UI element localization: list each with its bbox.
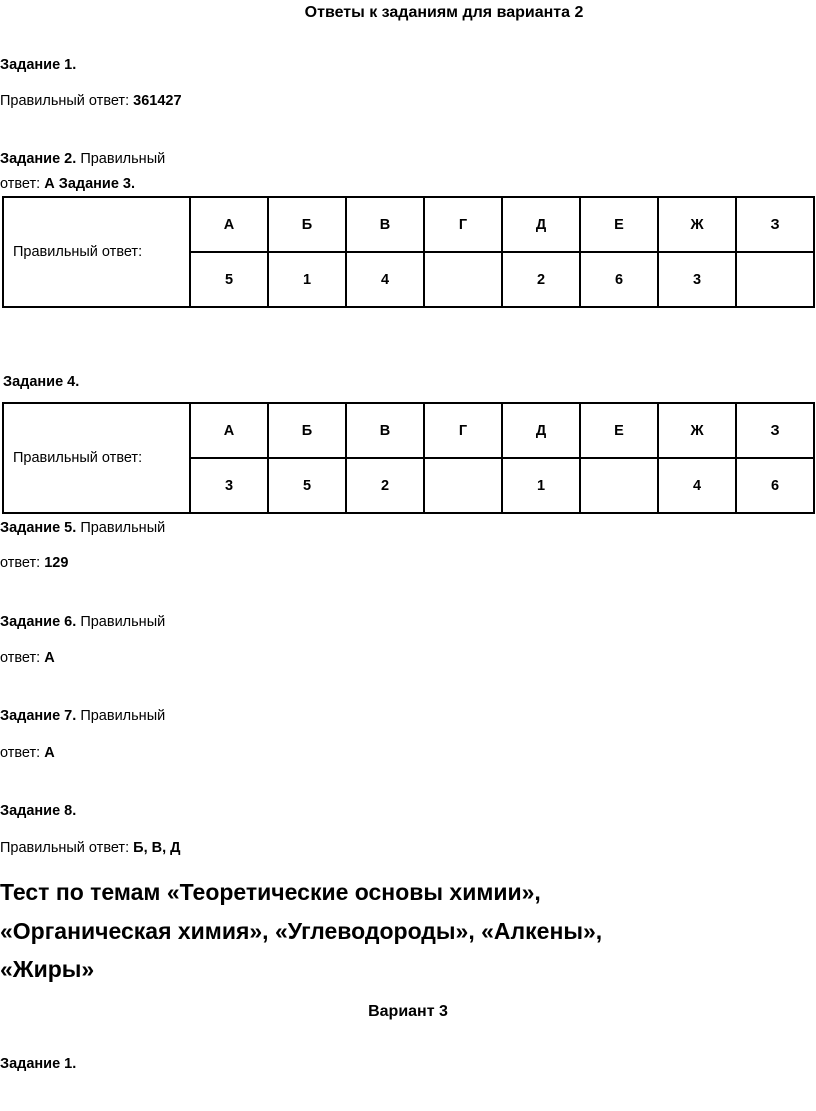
table-value-cell: 2 <box>502 252 580 307</box>
table-value-cell: 3 <box>190 458 268 513</box>
task6-line2 <box>0 650 55 666</box>
task1-answer <box>0 93 182 109</box>
table-row <box>3 197 814 252</box>
task1-label <box>0 57 76 73</box>
task2-line2 <box>0 176 135 192</box>
task4-table-label: Правильный ответ: <box>3 403 190 513</box>
task2-label: Задание 2. <box>0 151 77 167</box>
table-value-cell: 4 <box>346 252 424 307</box>
task7-answer-value: А <box>44 745 55 761</box>
table-value-cell: 2 <box>346 458 424 513</box>
table-header-cell: Г <box>424 403 502 458</box>
table-value-cell <box>424 458 502 513</box>
task8-answer-value: Б, В, Д <box>133 840 181 856</box>
task8-label-text: Задание 8. <box>0 803 77 819</box>
task5-label: Задание 5. <box>0 520 77 536</box>
table-value-cell: 5 <box>268 458 346 513</box>
task5-answer-word2: ответ: <box>0 555 41 571</box>
task6-label: Задание 6. <box>0 614 77 630</box>
task4-label-text: Задание 4. <box>3 374 80 390</box>
table-value-cell: 6 <box>736 458 814 513</box>
table-header-cell: Б <box>268 197 346 252</box>
table-header-cell: Е <box>580 197 658 252</box>
table-header-cell: В <box>346 403 424 458</box>
table-value-cell: 3 <box>658 252 736 307</box>
task6-answer-word1: Правильный <box>80 614 166 630</box>
table-header-cell: В <box>346 197 424 252</box>
task7-line1 <box>0 708 165 724</box>
task8-answer-prefix: Правильный ответ: <box>0 840 130 856</box>
test-heading-line3: «Жиры» <box>0 956 95 982</box>
task5-line1 <box>0 520 165 536</box>
task8-answer <box>0 840 180 856</box>
task2-line1 <box>0 151 165 167</box>
task5-answer-word1: Правильный <box>80 520 166 536</box>
table-header-cell: Е <box>580 403 658 458</box>
table-value-cell: 1 <box>502 458 580 513</box>
table-value-cell: 4 <box>658 458 736 513</box>
task7-label: Задание 7. <box>0 708 77 724</box>
table-header-cell: Д <box>502 197 580 252</box>
variant-heading: Вариант 3 <box>368 1003 448 1020</box>
table-header-cell: А <box>190 403 268 458</box>
task8-label <box>0 803 76 819</box>
table-header-cell: Б <box>268 403 346 458</box>
task3-label: Задание 3. <box>58 176 136 192</box>
table-header-cell: Ж <box>658 197 736 252</box>
table-value-cell: 5 <box>190 252 268 307</box>
table-header-cell: З <box>736 197 814 252</box>
page-title: Ответы к заданиям для варианта 2 <box>304 4 584 21</box>
task5-line2 <box>0 555 68 571</box>
table-value-cell: 6 <box>580 252 658 307</box>
table-value-cell: 1 <box>268 252 346 307</box>
task3-table <box>2 196 815 308</box>
table-header-cell: Д <box>502 403 580 458</box>
task2-answer-value: А <box>44 176 55 192</box>
task2-answer-word2: ответ: <box>0 176 41 192</box>
table-value-cell <box>580 458 658 513</box>
task3-table-label: Правильный ответ: <box>3 197 190 307</box>
task4-label <box>3 374 79 390</box>
task2-answer-word1: Правильный <box>80 151 166 167</box>
table-header-cell: З <box>736 403 814 458</box>
task5-answer-value: 129 <box>44 555 69 571</box>
next-task-label <box>0 1056 76 1072</box>
task1-answer-value: 361427 <box>133 93 182 109</box>
task1-label-text: Задание 1. <box>0 57 77 73</box>
task6-answer-word2: ответ: <box>0 650 41 666</box>
table-header-cell: Г <box>424 197 502 252</box>
next-task-label-text: Задание 1. <box>0 1056 77 1072</box>
table-header-cell: Ж <box>658 403 736 458</box>
table-value-cell <box>424 252 502 307</box>
task6-answer-value: А <box>44 650 55 666</box>
test-heading-line1: Тест по темам «Теоретические основы химии», <box>0 879 541 905</box>
table-header-cell: А <box>190 197 268 252</box>
task7-answer-word2: ответ: <box>0 745 41 761</box>
test-heading-line2: «Органическая химия», «Углеводороды», «Алкены», <box>0 918 603 944</box>
task6-line1 <box>0 614 165 630</box>
task4-table <box>2 402 815 514</box>
task1-answer-prefix: Правильный ответ: <box>0 93 130 109</box>
task7-answer-word1: Правильный <box>80 708 166 724</box>
table-row <box>3 403 814 458</box>
table-value-cell <box>736 252 814 307</box>
task7-line2 <box>0 745 55 761</box>
